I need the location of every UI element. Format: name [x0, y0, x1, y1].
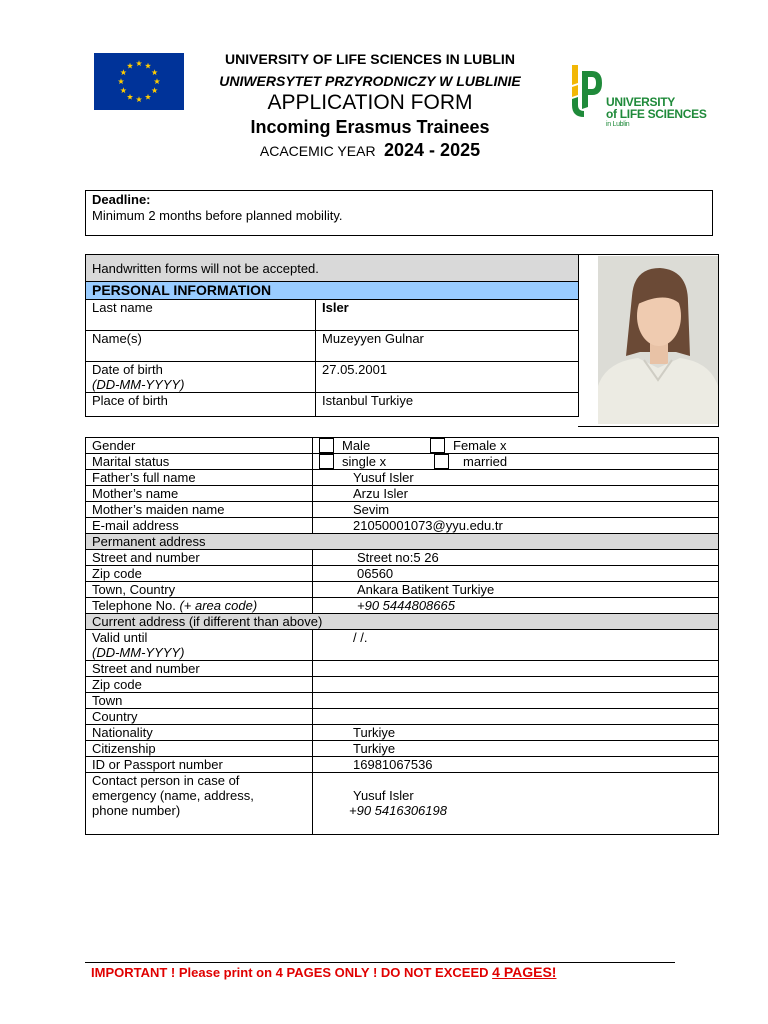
contact-field[interactable] — [313, 773, 719, 835]
deadline-text: Minimum 2 months before planned mobility. — [92, 208, 343, 223]
eu-star-icon — [127, 63, 133, 69]
university-logo-icon — [570, 63, 604, 117]
marital-married-checkbox[interactable] — [434, 454, 449, 469]
gender-male-checkbox[interactable] — [319, 438, 334, 453]
dob-format: (DD-MM-YYYY) — [92, 377, 185, 392]
valid-until-field[interactable]: / /. — [313, 630, 719, 661]
eu-star-icon — [145, 94, 151, 100]
applicant-photo — [598, 256, 718, 424]
marital-options — [313, 454, 719, 470]
contact-label — [86, 773, 313, 835]
names-field[interactable]: Muzeyyen Gulnar — [316, 331, 579, 362]
footer-divider — [85, 962, 675, 963]
logo-line-3: in Lublin — [606, 121, 630, 128]
footer-warning-text: IMPORTANT ! Please print on 4 PAGES ONLY ! DO NOT EXCEED — [91, 965, 493, 980]
marital-label: Marital status — [86, 454, 313, 470]
gender-male-label: Male — [342, 438, 371, 453]
eu-star-icon — [152, 87, 158, 93]
section-personal-information: PERSONAL INFORMATION — [86, 282, 579, 300]
contact-name: Yusuf Isler — [353, 788, 414, 803]
deadline-box — [85, 190, 713, 236]
cur-zip-field[interactable] — [313, 677, 719, 693]
cur-town-field[interactable] — [313, 693, 719, 709]
personal-info-table — [85, 254, 579, 417]
gender-label: Gender — [86, 438, 313, 454]
street-label: Street and number — [86, 550, 313, 566]
footer-warning-emph: 4 PAGES! — [492, 964, 557, 980]
last-name-field[interactable]: Isler — [316, 300, 579, 331]
maiden-field[interactable]: Sevim — [313, 502, 719, 518]
cur-country-field[interactable] — [313, 709, 719, 725]
phone-label — [86, 598, 313, 614]
zip-field[interactable]: 06560 — [313, 566, 719, 582]
cur-country-label: Country — [86, 709, 313, 725]
street-field[interactable]: Street no:5 26 — [313, 550, 719, 566]
maiden-label: Mother’s maiden name — [86, 502, 313, 518]
town-country-field[interactable]: Ankara Batikent Turkiye — [313, 582, 719, 598]
valid-until-format: (DD-MM-YYYY) — [92, 645, 185, 660]
citizenship-label: Citizenship — [86, 741, 313, 757]
section-current-address: Current address (if different than above) — [86, 614, 719, 630]
pob-field[interactable]: Istanbul Turkiye — [316, 393, 579, 417]
marital-single-label: single x — [342, 454, 387, 469]
contact-label-2: emergency (name, address, — [92, 788, 254, 803]
footer-warning — [91, 964, 556, 980]
citizenship-field[interactable]: Turkiye — [313, 741, 719, 757]
contact-label-3: phone number) — [92, 803, 181, 818]
eu-star-icon — [154, 78, 160, 84]
eu-star-icon — [120, 87, 126, 93]
logo-line-1: UNIVERSITY — [606, 95, 676, 109]
valid-until-text: Valid until — [92, 630, 148, 645]
marital-single-checkbox[interactable] — [319, 454, 334, 469]
eu-star-icon — [120, 69, 126, 75]
handwritten-notice: Handwritten forms will not be accepted. — [86, 255, 579, 282]
logo-line-2: of LIFE SCIENCES — [606, 107, 707, 121]
id-field[interactable]: 16981067536 — [313, 757, 719, 773]
cur-zip-label: Zip code — [86, 677, 313, 693]
eu-star-icon — [127, 94, 133, 100]
eu-star-icon — [136, 60, 142, 66]
year-value: 2024 - 2025 — [384, 140, 481, 160]
last-name-label: Last name — [86, 300, 316, 331]
section-permanent-address: Permanent address — [86, 534, 719, 550]
cur-town-label: Town — [86, 693, 313, 709]
cur-street-label: Street and number — [86, 661, 313, 677]
nationality-field[interactable]: Turkiye — [313, 725, 719, 741]
dob-label — [86, 362, 316, 393]
phone-hint: (+ area code) — [179, 598, 258, 613]
nationality-label: Nationality — [86, 725, 313, 741]
eu-star-icon — [145, 63, 151, 69]
mother-label: Mother’s name — [86, 486, 313, 502]
id-label: ID or Passport number — [86, 757, 313, 773]
zip-label: Zip code — [86, 566, 313, 582]
gender-female-label: Female x — [453, 438, 507, 453]
phone-label-text: Telephone No. — [92, 598, 176, 613]
mother-field[interactable]: Arzu Isler — [313, 486, 719, 502]
form-title: APPLICATION FORM — [267, 91, 473, 114]
father-field[interactable]: Yusuf Isler — [313, 470, 719, 486]
email-label: E-mail address — [86, 518, 313, 534]
form-subtitle: Incoming Erasmus Trainees — [250, 117, 490, 137]
eu-star-icon — [136, 96, 142, 102]
father-label: Father’s full name — [86, 470, 313, 486]
names-label: Name(s) — [86, 331, 316, 362]
gender-female-checkbox[interactable] — [430, 438, 445, 453]
university-name-pl: UNIWERSYTET PRZYRODNICZY W LUBLINIE — [219, 73, 521, 89]
contact-label-1: Contact person in case of — [92, 773, 240, 788]
eu-flag-logo — [94, 53, 184, 110]
university-name-en: UNIVERSITY OF LIFE SCIENCES IN LUBLIN — [225, 51, 515, 67]
gender-options — [313, 438, 719, 454]
details-table — [85, 437, 719, 835]
eu-star-icon — [118, 78, 124, 84]
town-country-label: Town, Country — [86, 582, 313, 598]
valid-until-label — [86, 630, 313, 661]
year-label: ACACEMIC YEAR — [259, 143, 376, 159]
dob-field[interactable]: 27.05.2001 — [316, 362, 579, 393]
academic-year — [190, 140, 550, 161]
contact-phone: +90 5416306198 — [349, 803, 447, 818]
deadline-label: Deadline: — [92, 192, 151, 207]
phone-field[interactable]: +90 5444808665 — [313, 598, 719, 614]
university-logo-text — [606, 96, 707, 129]
cur-street-field[interactable] — [313, 661, 719, 677]
dob-label-text: Date of birth — [92, 362, 163, 377]
email-field[interactable]: 21050001073@yyu.edu.tr — [313, 518, 719, 534]
pob-label: Place of birth — [86, 393, 316, 417]
marital-married-label: married — [463, 454, 508, 469]
eu-star-icon — [152, 69, 158, 75]
